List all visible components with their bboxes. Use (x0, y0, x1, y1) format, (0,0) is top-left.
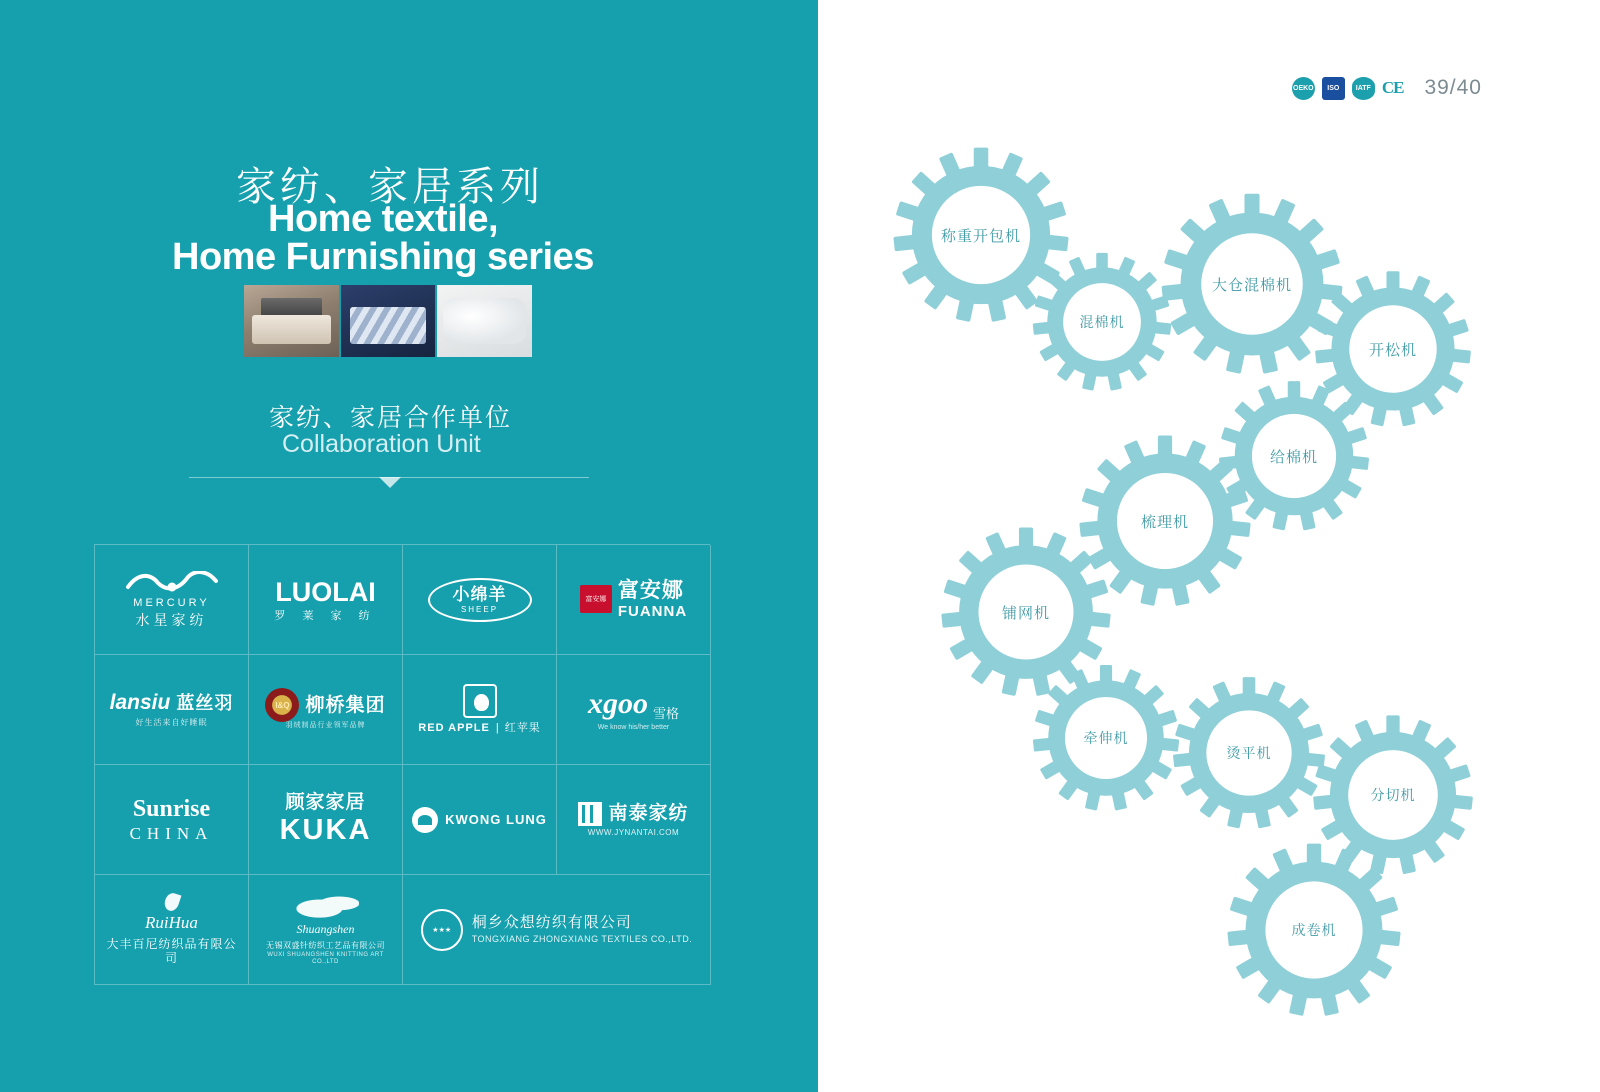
sheep-oval-mark (428, 578, 532, 622)
production-flow-diagram (818, 0, 1600, 1092)
logo-cell-lansiu (95, 655, 249, 765)
ruihua-wordmark: RuiHua (145, 912, 198, 932)
logo-cell-nantai (557, 765, 711, 875)
quilt-photo (437, 285, 532, 357)
kuka-name-cn: 顾家家居 (285, 791, 366, 813)
logo-cell-liuqiao (249, 655, 403, 765)
nantai-icon (578, 802, 602, 826)
xgoo-tagline: We know his/her better (597, 723, 670, 731)
nantai-url: WWW.JYNANTAI.COM (587, 827, 680, 837)
section-subtitle-cn: 家纺、家居合作单位 (269, 404, 513, 432)
fuanna-badge: 富安娜 (580, 585, 612, 613)
gear-hun-mian-ji (1030, 250, 1174, 394)
logo-cell-ruihua (95, 875, 249, 985)
bedroom-photo (244, 285, 339, 357)
cert-oeko-icon: OEKO (1292, 77, 1315, 100)
gear-label: 混棉机 (1079, 314, 1125, 330)
logo-cell-sunrise (95, 765, 249, 875)
shuangshen-name-cn: 无锡双盛针纺织工艺品有限公司 (266, 940, 385, 950)
bedding-pattern-photo (341, 285, 436, 357)
fuanna-wordmark: FUANNA (617, 602, 688, 620)
logo-cell-zhongxiang (403, 875, 711, 985)
nantai-name-cn: 南泰家纺 (608, 802, 689, 824)
gear-label: 成卷机 (1291, 922, 1337, 938)
redapple-name-cn: 红苹果 (504, 722, 541, 735)
gear-label: 牵伸机 (1083, 730, 1129, 746)
feather-icon (162, 891, 181, 912)
kwonglung-icon (412, 807, 438, 833)
luolai-name-cn: 罗 莱 家 纺 (274, 609, 377, 622)
left-content (94, 0, 734, 1092)
logo-cell-kuka (249, 765, 403, 875)
ruihua-name-cn: 大丰百尼纺织品有限公司 (106, 937, 237, 966)
gear-label: 梳理机 (1140, 513, 1189, 531)
gear-cheng-juan-ji (1224, 840, 1404, 1020)
shuangshen-name-en: WUXI SHUANGSHEN KNITTING ART CO.,LTD (267, 952, 384, 965)
logo-cell-redapple (403, 655, 557, 765)
sunrise-country: CHINA (129, 823, 214, 843)
cert-iso-icon: ISO (1322, 77, 1345, 100)
lansiu-wordmark: lansiu (109, 691, 171, 715)
photo-strip (244, 285, 532, 357)
gear-label: 开松机 (1368, 341, 1417, 359)
right-panel (818, 0, 1600, 1092)
chevron-down-icon (379, 477, 401, 488)
zhongxiang-name-en: TONGXIANG ZHONGXIANG TEXTILES CO.,LTD. (471, 934, 693, 945)
gear-label: 烫平机 (1226, 745, 1272, 761)
zhongxiang-star-icon: ★★★ (421, 909, 463, 951)
mercury-wave-icon (126, 571, 218, 593)
cert-ce-mark: CE (1381, 78, 1404, 97)
logo-cell-kwonglung (403, 765, 557, 875)
liuqiao-tagline: 羽绒制品行业领军品牌 (285, 722, 366, 730)
luolai-wordmark: LUOLAI (275, 576, 376, 607)
partner-logo-grid (94, 544, 710, 985)
kwonglung-wordmark: KWONG LUNG (445, 812, 547, 827)
gear-label: 称重开包机 (940, 227, 1021, 245)
gear-label: 给棉机 (1269, 448, 1318, 466)
swirl-icon (293, 893, 359, 919)
mercury-name-cn: 水星家纺 (135, 612, 208, 629)
logo-cell-xiaomianyang (403, 545, 557, 655)
logo-cell-xgoo (557, 655, 711, 765)
redapple-separator: | (495, 722, 499, 735)
section-subtitle-en: Collaboration Unit (282, 430, 481, 458)
page-title-cn: 家纺、家居系列 (236, 165, 544, 209)
sheep-wordmark: SHEEP (460, 604, 499, 614)
kuka-wordmark: KUKA (279, 813, 372, 846)
gear-tang-ping-ji (1170, 674, 1328, 832)
page-title-en-line1: Home textile, (268, 198, 499, 240)
shuangshen-wordmark: Shuangshen (296, 922, 355, 937)
lansiu-name-cn: 蓝丝羽 (176, 693, 234, 714)
zhongxiang-name-cn: 桐乡众想纺织有限公司 (471, 914, 632, 932)
liuqiao-name-cn: 柳桥集团 (305, 694, 386, 716)
liuqiao-seal-icon: I&Q (265, 688, 299, 722)
apple-icon (463, 684, 497, 718)
logo-cell-shuangshen (249, 875, 403, 985)
fuanna-name-cn: 富安娜 (617, 578, 684, 602)
cert-iatf-icon: IATF (1352, 77, 1375, 100)
xgoo-wordmark: xgoo (587, 687, 648, 721)
page-number: 39/40 (1424, 76, 1482, 99)
mercury-wordmark: MERCURY (133, 596, 210, 609)
lansiu-tagline: 好生活来自好睡眠 (135, 718, 208, 728)
sunrise-wordmark: Sunrise (132, 795, 211, 822)
gear-label: 分切机 (1370, 787, 1416, 803)
gear-label: 铺网机 (1001, 604, 1050, 622)
sheep-name-cn: 小绵羊 (452, 585, 507, 605)
logo-cell-fuanna (557, 545, 711, 655)
logo-cell-mercury (95, 545, 249, 655)
gear-qian-shen-ji (1030, 662, 1182, 814)
gear-label: 大仓混棉机 (1211, 276, 1292, 294)
page-title-en-line2: Home Furnishing series (172, 236, 594, 278)
xgoo-name-cn: 雪格 (652, 705, 679, 721)
logo-cell-luolai (249, 545, 403, 655)
redapple-wordmark: RED APPLE (418, 722, 490, 735)
